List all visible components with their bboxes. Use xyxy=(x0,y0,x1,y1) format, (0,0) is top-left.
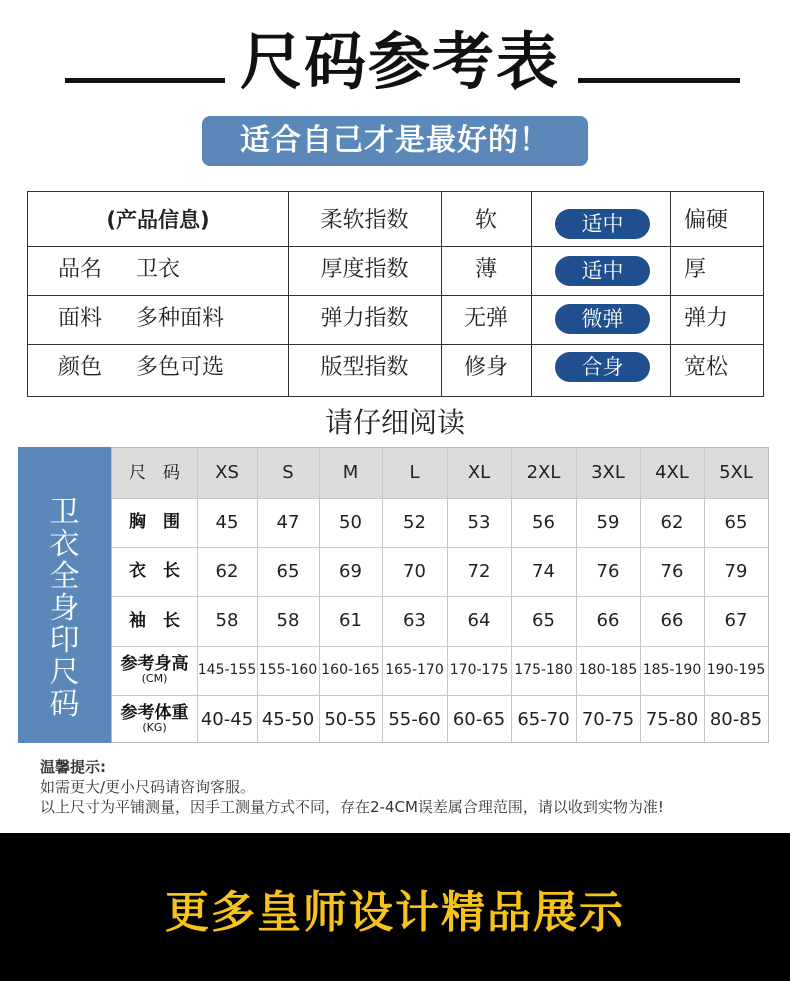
index-low: 无弹 xyxy=(463,306,508,331)
index-high: 弹力 xyxy=(684,306,729,331)
product-name-label: 品名 xyxy=(58,257,103,282)
size-header-cell: XL xyxy=(467,462,491,483)
size-header-cell: 4XL xyxy=(655,462,689,483)
size-cell: 76 xyxy=(596,561,620,582)
size-header-cell: S xyxy=(282,462,294,483)
size-cell: 155-160 xyxy=(258,662,318,678)
fabric-value: 多种面料 xyxy=(136,306,225,331)
product-info-table xyxy=(27,191,764,397)
size-cell: 74 xyxy=(532,561,555,582)
size-cell: 65 xyxy=(532,610,555,631)
index-label: 版型指数 xyxy=(320,355,409,380)
index-low: 修身 xyxy=(463,355,508,380)
size-cell: 64 xyxy=(467,610,491,631)
size-header-cell: L xyxy=(409,462,420,483)
size-cell: 76 xyxy=(660,561,684,582)
size-cell: 50 xyxy=(339,512,362,533)
index-label: 弹力指数 xyxy=(320,306,409,331)
side-label-char: 尺 xyxy=(49,655,80,690)
footer-banner xyxy=(0,833,790,981)
size-cell: 56 xyxy=(532,512,555,533)
index-label: 厚度指数 xyxy=(320,257,409,282)
size-cell: 79 xyxy=(724,561,748,582)
size-chart-side-label xyxy=(18,447,111,743)
tips-block xyxy=(40,757,664,817)
size-cell: 66 xyxy=(596,610,620,631)
size-row-label-text: 参考身高 xyxy=(120,654,189,674)
size-cell: 185-190 xyxy=(642,662,702,678)
size-cell: 165-170 xyxy=(385,662,444,678)
product-name-value: 卫衣 xyxy=(136,257,181,282)
size-cell: 80-85 xyxy=(709,709,763,730)
side-label-char: 身 xyxy=(49,591,80,626)
size-cell: 72 xyxy=(467,561,491,582)
size-cell: 70-75 xyxy=(581,709,635,730)
size-cell: 145-155 xyxy=(197,662,257,678)
size-header-cell: XS xyxy=(215,462,239,483)
tips-line: 如需更大/更小尺码请咨询客服。 xyxy=(40,778,256,796)
title-block xyxy=(0,22,790,102)
index-high: 厚 xyxy=(684,257,707,282)
size-row-label: 衣 长 xyxy=(129,561,180,581)
size-cell: 160-165 xyxy=(321,662,380,678)
size-cell: 65-70 xyxy=(517,709,570,730)
page-title: 尺码参考表 xyxy=(239,25,560,98)
title-divider-right xyxy=(578,78,740,83)
size-header-cell: 3XL xyxy=(591,462,625,483)
size-cell: 65 xyxy=(724,512,748,533)
size-cell: 52 xyxy=(403,512,426,533)
size-cell: 45-50 xyxy=(261,709,315,730)
footer-text[interactable]: 更多皇师设计精品展示 xyxy=(165,887,625,938)
subtitle-banner: 适合自己才是最好的！ xyxy=(202,116,588,166)
size-cell: 62 xyxy=(215,561,239,582)
size-cell: 58 xyxy=(276,610,300,631)
index-low: 薄 xyxy=(474,257,497,282)
size-chart-table xyxy=(111,447,769,743)
size-cell: 53 xyxy=(467,512,491,533)
size-cell: 70 xyxy=(403,561,426,582)
side-label-char: 码 xyxy=(49,687,80,722)
size-cell: 47 xyxy=(276,512,300,533)
index-selected-badge: 适中 xyxy=(555,209,650,239)
size-cell: 50-55 xyxy=(324,709,377,730)
size-row-label xyxy=(112,704,197,734)
index-high: 宽松 xyxy=(684,355,729,380)
size-row-label xyxy=(112,655,197,685)
index-selected-badge: 微弹 xyxy=(555,304,650,334)
size-cell: 170-175 xyxy=(449,662,509,678)
size-cell: 180-185 xyxy=(578,662,638,678)
side-label-char: 衣 xyxy=(49,527,80,562)
read-carefully-heading: 请仔细阅读 xyxy=(324,406,465,439)
index-high: 偏硬 xyxy=(684,208,729,233)
size-cell: 69 xyxy=(339,561,362,582)
index-selected-badge: 合身 xyxy=(555,352,650,382)
size-cell: 75-80 xyxy=(645,709,699,730)
size-row-unit: (CM) xyxy=(141,672,168,685)
size-cell: 55-60 xyxy=(388,709,441,730)
side-label-char: 印 xyxy=(49,623,80,658)
side-label-char: 卫 xyxy=(49,495,80,530)
size-cell: 175-180 xyxy=(514,662,573,678)
size-row-label: 袖 长 xyxy=(129,611,180,631)
fabric-label: 面料 xyxy=(58,306,103,331)
size-row-unit: (KG) xyxy=(142,721,167,734)
size-cell: 58 xyxy=(215,610,239,631)
size-cell: 40-45 xyxy=(200,709,254,730)
size-cell: 67 xyxy=(724,610,748,631)
size-cell: 59 xyxy=(596,512,620,533)
size-cell: 190-195 xyxy=(706,662,766,678)
size-cell: 62 xyxy=(660,512,684,533)
info-header: (产品信息) xyxy=(106,208,210,232)
side-label-text xyxy=(18,497,111,721)
size-cell: 45 xyxy=(215,512,239,533)
color-value: 多色可选 xyxy=(136,355,225,380)
tips-heading: 温馨提示: xyxy=(40,758,106,776)
index-low: 软 xyxy=(474,208,497,233)
size-cell: 66 xyxy=(660,610,684,631)
tips-line: 以上尺寸为平铺测量，因手工测量方式不同，存在2-4CM误差属合理范围，请以收到实物为准! xyxy=(40,798,664,816)
size-row-label: 胸 围 xyxy=(129,512,180,532)
size-header-cell: 2XL xyxy=(526,462,561,483)
size-row-label-text: 参考体重 xyxy=(120,703,189,723)
size-cell: 65 xyxy=(276,561,300,582)
size-cell: 61 xyxy=(339,610,362,631)
index-selected-badge: 适中 xyxy=(555,256,650,286)
side-label-char: 全 xyxy=(49,559,80,594)
size-header-label: 尺 码 xyxy=(129,463,180,483)
color-label: 颜色 xyxy=(58,355,103,380)
size-cell: 63 xyxy=(403,610,426,631)
size-header-cell: 5XL xyxy=(719,462,753,483)
size-header-cell: M xyxy=(342,462,359,483)
size-cell: 60-65 xyxy=(452,709,506,730)
index-label: 柔软指数 xyxy=(320,208,409,233)
divider xyxy=(531,192,532,396)
title-divider-left xyxy=(65,78,225,83)
divider xyxy=(670,192,671,396)
